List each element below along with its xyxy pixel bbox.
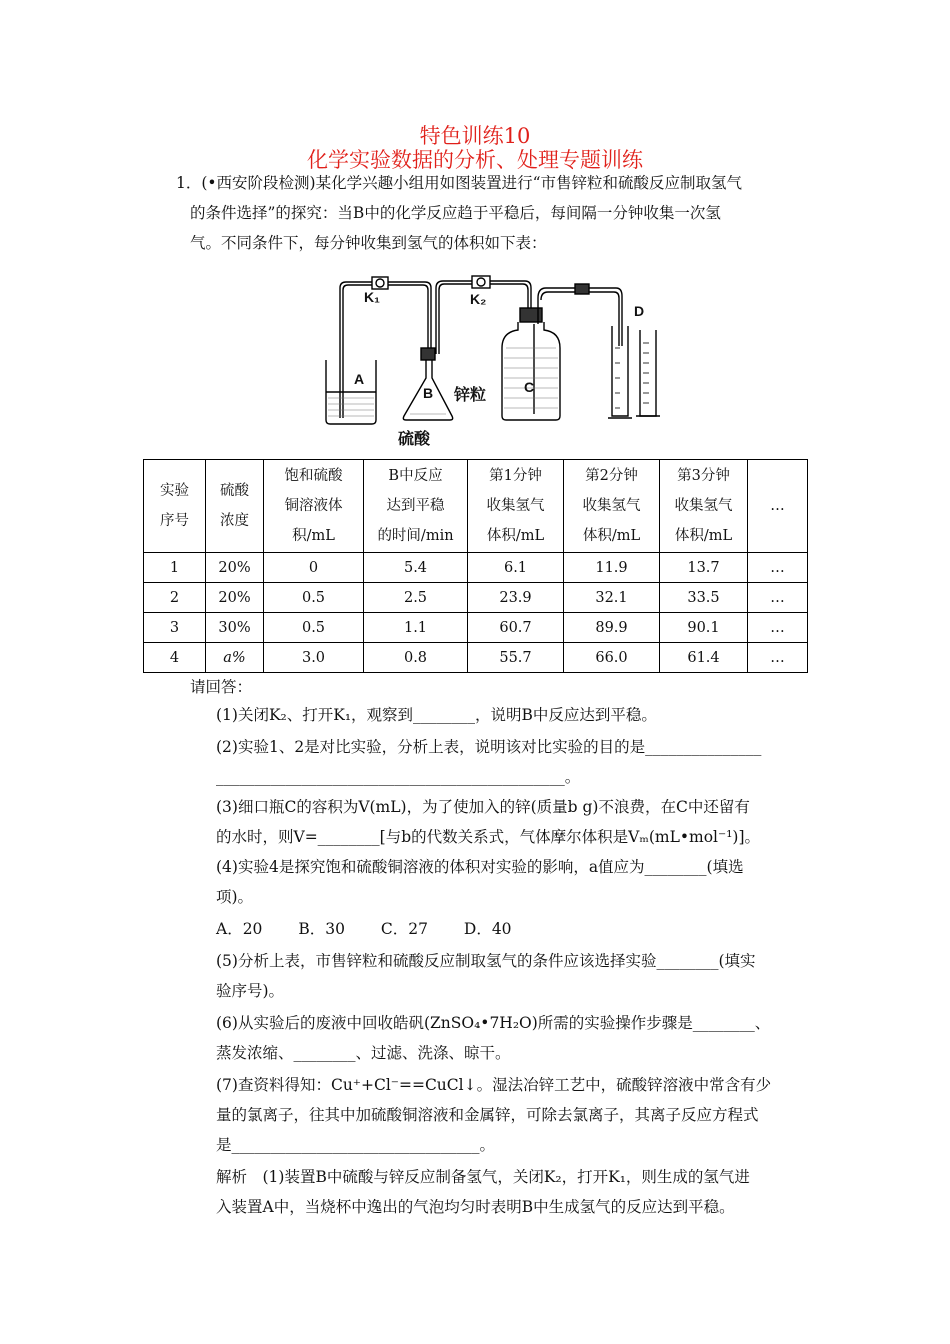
header-cell: 饱和硫酸 铜溶液体 积/mL [264, 460, 364, 553]
label-d: D [634, 303, 645, 319]
questions-prompt: 请回答： [190, 678, 253, 696]
table-cell: 1.1 [364, 613, 468, 643]
analysis-line-2: 入装置A中，当烧杯中逸出的气泡均匀时表明B中生成氢气的反应达到平稳。 [216, 1198, 735, 1216]
question-3-line-2: 的水时，则V=________[与b的代数关系式，气体摩尔体积是Vₘ(mL•mol⁻¹)]。 [216, 828, 761, 846]
question-5-line-1: (5)分析上表，市售锌粒和硫酸反应制取氢气的条件应该选择实验________(填实 [216, 952, 756, 970]
table-cell: 3 [144, 613, 206, 643]
question-4-options: A．20 B．30 C．27 D．40 [216, 920, 512, 938]
table-row [144, 613, 808, 643]
question-6-line-1: (6)从实验后的废液中回收皓矾(ZnSO₄•7H₂O)所需的实验操作步骤是________、 [216, 1014, 771, 1032]
header-cell: 第2分钟 收集氢气 体积/mL [564, 460, 660, 553]
table-row [144, 583, 808, 613]
table-cell: 6.1 [468, 553, 564, 583]
table-row [144, 553, 808, 583]
table-cell: 5.4 [364, 553, 468, 583]
header-cell: 第3分钟 收集氢气 体积/mL [660, 460, 748, 553]
table-cell: 20% [206, 583, 264, 613]
question-2-line-2: _____________________________________________。 [216, 768, 581, 786]
question-7-line-1: (7)查资料得知：Cu⁺+Cl⁻==CuCl↓。湿法冶锌工艺中，硫酸锌溶液中常含有少 [216, 1076, 772, 1094]
table-cell: 2.5 [364, 583, 468, 613]
table-row [144, 643, 808, 673]
question-7-line-2: 量的氯离子，往其中加硫酸铜溶液和金属锌，可除去氯离子，其离子反应方程式 [216, 1106, 759, 1124]
table-cell: 60.7 [468, 613, 564, 643]
question-6-line-2: 蒸发浓缩、________、过滤、洗涤、晾干。 [216, 1044, 511, 1062]
header-cell: … [748, 460, 808, 553]
header-cell: 实验 序号 [144, 460, 206, 553]
page-title: 特色训练10 [419, 124, 531, 148]
table-cell: 20% [206, 553, 264, 583]
question-4-line-1: (4)实验4是探究饱和硫酸铜溶液的体积对实验的影响，a值应为________(填选 [216, 858, 744, 876]
table-cell: 0 [264, 553, 364, 583]
table-cell: 4 [144, 643, 206, 673]
label-c: C [524, 379, 535, 395]
table-header-row [144, 460, 808, 553]
analysis-line-1: 解析 (1)装置B中硫酸与锌反应制备氢气，关闭K₂，打开K₁，则生成的氢气进 [216, 1168, 750, 1186]
header-cell: 硫酸 浓度 [206, 460, 264, 553]
table-cell: 2 [144, 583, 206, 613]
table-cell: 32.1 [564, 583, 660, 613]
question-7-line-3: 是________________________________。 [216, 1136, 496, 1154]
table-cell: a% [206, 643, 264, 673]
table-cell: … [748, 553, 808, 583]
question-3-line-1: (3)细口瓶C的容积为V(mL)，为了使加入的锌(质量b g)不浪费，在C中还留有 [216, 798, 750, 816]
label-k2: K₂ [470, 291, 487, 307]
label-b: B [423, 385, 434, 401]
question-5-line-2: 验序号)。 [216, 982, 285, 1000]
intro-line-3: 气。不同条件下，每分钟收集到氢气的体积如下表： [190, 234, 547, 252]
table-cell: 3.0 [264, 643, 364, 673]
intro-line-1: 1．(•西安阶段检测)某化学兴趣小组用如图装置进行“市售锌粒和硫酸反应制取氢气 [176, 174, 743, 192]
table-cell: 90.1 [660, 613, 748, 643]
data-table [143, 459, 808, 673]
table-cell: 0.8 [364, 643, 468, 673]
table-cell: 13.7 [660, 553, 748, 583]
table-cell: 11.9 [564, 553, 660, 583]
question-2-line-1: (2)实验1、2是对比实验，分析上表，说明该对比实验的目的是_______________ [216, 738, 762, 756]
label-k1: K₁ [364, 289, 380, 305]
header-cell: B中反应 达到平稳 的时间/min [364, 460, 468, 553]
label-acid: 硫酸 [398, 431, 431, 448]
table-cell: 66.0 [564, 643, 660, 673]
table-cell: 23.9 [468, 583, 564, 613]
table-cell: … [748, 613, 808, 643]
table-cell: … [748, 643, 808, 673]
table-cell: 33.5 [660, 583, 748, 613]
header-cell: 第1分钟 收集氢气 体积/mL [468, 460, 564, 553]
intro-line-2: 的条件选择”的探究：当B中的化学反应趋于平稳后，每间隔一分钟收集一次氢 [190, 204, 721, 222]
page-subtitle: 化学实验数据的分析、处理专题训练 [307, 148, 643, 172]
table-cell: 89.9 [564, 613, 660, 643]
table-cell: 55.7 [468, 643, 564, 673]
table-cell: 61.4 [660, 643, 748, 673]
table-cell: 1 [144, 553, 206, 583]
label-zinc: 锌粒 [454, 387, 487, 404]
apparatus-diagram [320, 268, 680, 458]
question-4-line-2: 项)。 [216, 888, 254, 906]
table-cell: 30% [206, 613, 264, 643]
question-1: (1)关闭K₂、打开K₁，观察到________，说明B中反应达到平稳。 [216, 706, 657, 724]
table-cell: 0.5 [264, 613, 364, 643]
table-cell: 0.5 [264, 583, 364, 613]
table-cell: … [748, 583, 808, 613]
label-a: A [354, 371, 365, 387]
